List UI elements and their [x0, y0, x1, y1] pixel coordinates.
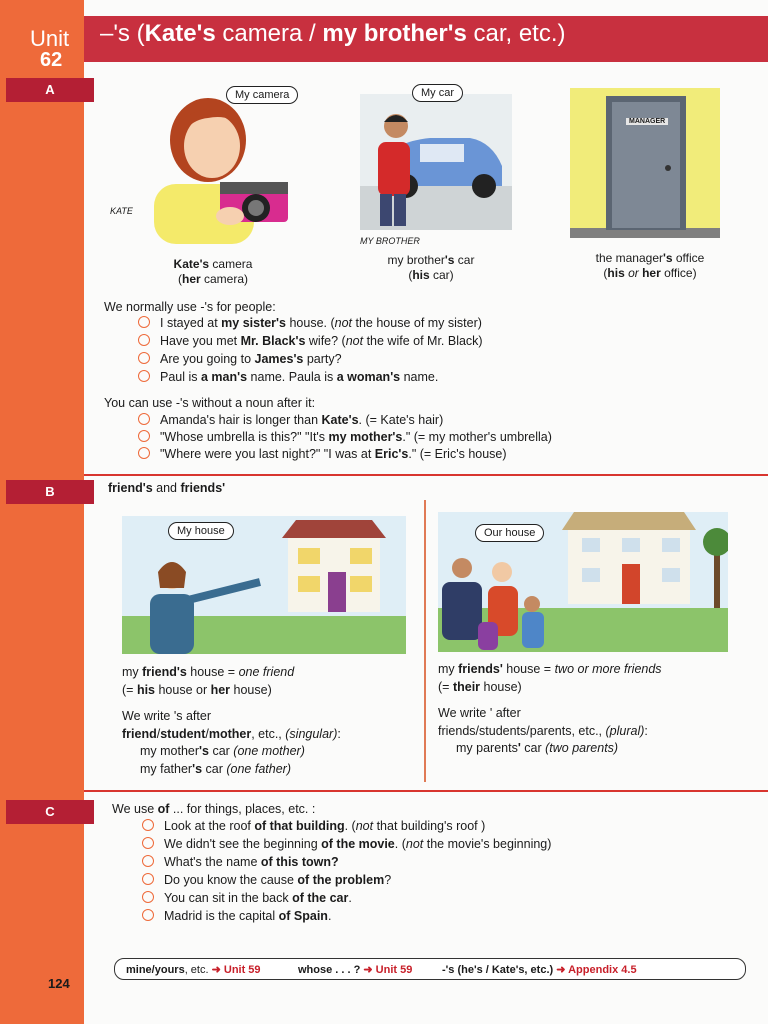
caption-manager-office: the manager's office (his or her office) — [595, 251, 705, 280]
column-divider — [424, 500, 426, 782]
example-bullet: What's the name of this town? — [142, 855, 339, 869]
section-tab-b: B — [6, 480, 94, 504]
example-bullet: "Whose umbrella is this?" "It's my mother's." (= my mother's umbrella) — [138, 430, 552, 444]
example-bullet: Look at the roof of that building. (not that building's roof ) — [142, 819, 485, 833]
cross-ref-appendix[interactable]: -'s (he's / Kate's, etc.) ➜ Appendix 4.5 — [442, 964, 637, 976]
example-bullet: Madrid is the capital of Spain. — [142, 909, 331, 923]
arrow-icon: ➜ — [211, 964, 221, 976]
section-c-intro: We use of ... for things, places, etc. : — [112, 802, 316, 816]
cross-ref-whose[interactable]: whose . . . ? ➜ Unit 59 — [298, 964, 413, 976]
illustration-manager-door — [570, 88, 720, 238]
example-bullet: Do you know the cause of the problem? — [142, 873, 391, 887]
page-number: 124 — [48, 976, 70, 991]
intro-people: We normally use -'s for people: — [104, 300, 276, 314]
write-rule-singular: We write 's after — [122, 709, 211, 723]
example-bullet: I stayed at my sister's house. (not the house of my sister) — [138, 316, 482, 330]
friends-plural-line2: (= their house) — [438, 680, 522, 694]
example-bullet: We didn't see the beginning of the movie. (not the movie's beginning) — [142, 837, 551, 851]
speech-bubble-our-house: Our house — [475, 524, 544, 542]
example-bullet: Paul is a man's name. Paula is a woman's name. — [138, 370, 438, 384]
write-rule-plural: We write ' after — [438, 706, 521, 720]
singular-example: my father's car (one father) — [140, 762, 291, 776]
left-margin-strip — [0, 0, 84, 1024]
plural-example: my parents' car (two parents) — [456, 741, 619, 755]
page-title: –'s (Kate's camera / my brother's car, etc.) — [100, 20, 566, 47]
speech-bubble-brother: My car — [412, 84, 463, 102]
section-tab-c: C — [6, 800, 94, 824]
section-divider — [84, 790, 768, 792]
unit-number: 62 — [40, 49, 63, 71]
label-kate: KATE — [110, 206, 133, 216]
example-bullet: Are you going to James's party? — [138, 352, 342, 366]
arrow-icon: ➜ — [363, 964, 373, 976]
friends-plural-line1: my friends' house = two or more friends — [438, 662, 662, 676]
unit-label: Unit — [30, 26, 70, 51]
example-bullet: "Where were you last night?" "I was at Eric's." (= Eric's house) — [138, 447, 507, 461]
cross-ref-mine-yours[interactable]: mine/yours, etc. ➜ Unit 59 — [126, 964, 261, 976]
plural-forms: friends/students/parents, etc., (plural): — [438, 724, 648, 738]
caption-kate-camera: Kate's camera (her camera) — [173, 257, 253, 286]
section-divider — [84, 474, 768, 476]
singular-example: my mother's car (one mother) — [140, 744, 305, 758]
speech-bubble-my-house: My house — [168, 522, 234, 540]
caption-brother-car: my brother's car (his car) — [387, 253, 475, 282]
intro-no-noun: You can use -'s without a noun after it: — [104, 396, 316, 410]
example-bullet: Amanda's hair is longer than Kate's. (= Kate's hair) — [138, 413, 443, 427]
section-tab-a: A — [6, 78, 94, 102]
illustration-brother-car — [360, 94, 512, 230]
singular-forms: friend/student/mother, etc., (singular): — [122, 727, 341, 741]
door-sign: MANAGER — [626, 118, 668, 125]
example-bullet: You can sit in the back of the car. — [142, 891, 352, 905]
arrow-icon: ➜ — [556, 964, 566, 976]
speech-bubble-kate: My camera — [226, 86, 298, 104]
friends-singular-line1: my friend's house = one friend — [122, 665, 295, 679]
example-bullet: Have you met Mr. Black's wife? (not the wife of Mr. Black) — [138, 334, 483, 348]
section-b-heading: friend's and friends' — [108, 481, 226, 495]
label-my-brother: MY BROTHER — [360, 236, 420, 246]
illustration-kate-camera — [108, 84, 308, 244]
illustration-friend-house — [122, 516, 406, 654]
friends-singular-line2: (= his house or her house) — [122, 683, 272, 697]
